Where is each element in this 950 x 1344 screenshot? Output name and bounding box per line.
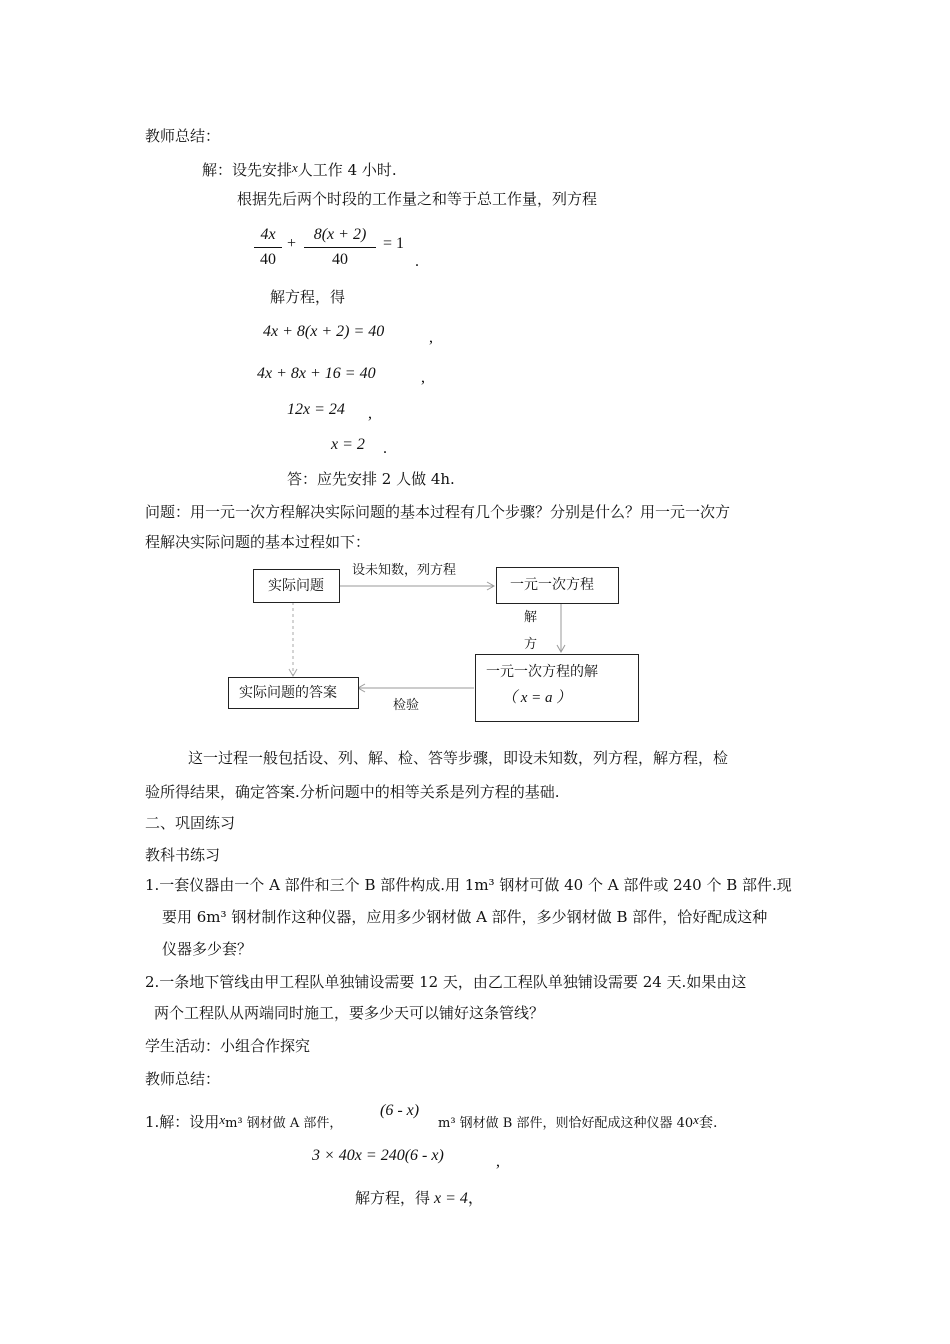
- comma: ,: [496, 1153, 500, 1170]
- solution-1-line: [145, 1113, 342, 1130]
- flow-label-check: 检验: [393, 698, 420, 713]
- flow-box-label: 实际问题: [268, 578, 324, 594]
- solution-1-e: 套.: [698, 1115, 718, 1131]
- flow-box-answer: [228, 677, 359, 709]
- question-line-2: 程解决实际问题的基本过程如下：: [145, 533, 371, 551]
- period: .: [415, 253, 419, 270]
- solution-suffix: 人工作 4 小时.: [297, 161, 397, 179]
- solution-1-a: 1.解：设用: [145, 1113, 220, 1131]
- exercise-1-line-1: 1.一套仪器由一个 A 部件和三个 B 部件构成.用 1m³ 钢材可做 40 个 A 部件或 240 个 B 部件.现: [145, 876, 792, 894]
- student-activity: 学生活动：小组合作探究: [145, 1037, 311, 1055]
- comma: ,: [368, 405, 372, 422]
- equation-step-2: 4x + 8x + 16 = 40: [257, 365, 376, 382]
- period: .: [383, 440, 387, 457]
- var-x: x: [219, 1112, 226, 1127]
- fraction-denominator: 40: [260, 251, 276, 268]
- exercise-2-line-1: 2.一条地下管线由甲工程队单独铺设需要 12 天，由乙工程队单独铺设需要 24 天.如果由这: [145, 973, 747, 991]
- solution-1-d: [438, 1113, 717, 1130]
- comma: ,: [421, 369, 425, 386]
- process-line-1: 这一过程一般包括设、列、解、检、答等步骤，即设未知数，列方程，解方程，检: [188, 749, 729, 767]
- flow-label-solve-1: 解: [524, 610, 538, 625]
- exercise-2-line-2: 两个工程队从两端同时施工，要多少天可以铺好这条管线？: [154, 1004, 545, 1022]
- answer-line: 答：应先安排 2 人做 4h.: [287, 470, 455, 488]
- exercise-1-line-2: 要用 6m³ 钢材制作这种仪器，应用多少钢材做 A 部件，多少钢材做 B 部件，恰好配成这种: [162, 908, 768, 926]
- flow-box-label: 实际问题的答案: [239, 685, 337, 701]
- equation-step-4: x = 2: [331, 436, 365, 453]
- fraction-numerator: 4x: [254, 226, 282, 248]
- comma: ，: [467, 1190, 484, 1207]
- fraction-numerator: 8(x + 2): [304, 226, 376, 248]
- equation-step-3: 12x = 24: [287, 401, 345, 418]
- flow-box-solution: [475, 654, 639, 722]
- process-line-2: 验所得结果，确定答案.分析问题中的相等关系是列方程的基础.: [145, 783, 560, 801]
- flow-label-set-unknown: 设未知数，列方程: [352, 563, 457, 578]
- flow-box-equation: [496, 567, 619, 604]
- fraction-denominator: 40: [332, 251, 348, 268]
- teacher-summary-heading-2: 教师总结：: [145, 1070, 221, 1088]
- flow-box-label: 一元一次方程的解: [486, 664, 598, 680]
- solution-prefix: 解：设先安排: [202, 161, 293, 179]
- textbook-heading: 教科书练习: [145, 846, 221, 864]
- plus-sign: +: [287, 235, 297, 252]
- var-x: x: [693, 1112, 699, 1127]
- solution-1-b: m³ 钢材做 A 部件，: [225, 1116, 343, 1131]
- solution-1-solve: 解方程，得: [355, 1189, 431, 1207]
- exercise-1-line-3: 仪器多少套？: [162, 940, 253, 958]
- flow-label-solve-2: 方: [524, 637, 538, 652]
- solve-label: 解方程，得: [270, 288, 346, 306]
- question-line-1: 问题：用一元一次方程解决实际问题的基本过程有几个步骤？分别是什么？用一元一次方: [145, 503, 731, 521]
- solution-1-d-text: m³ 钢材做 B 部件，则恰好配成这种仪器 40: [438, 1116, 694, 1131]
- equation-rhs: = 1: [383, 235, 405, 252]
- comma: ,: [429, 329, 433, 346]
- var-x: x: [292, 160, 298, 175]
- solution-1-equation: 3 × 40x = 240(6 - x): [312, 1147, 444, 1164]
- flow-box-label-sub: （ x = a ）: [502, 690, 572, 706]
- solution-1-expr: (6 - x): [380, 1102, 420, 1119]
- solution-1-solve-line: [355, 1191, 484, 1207]
- equation-basis: 根据先后两个时段的工作量之和等于总工作量，列方程: [237, 190, 598, 208]
- flow-box-real-problem: [253, 569, 340, 603]
- section-heading: 二、巩固练习: [145, 814, 236, 832]
- solution-1-result: x = 4: [434, 1190, 468, 1207]
- equation-step-1: 4x + 8(x + 2) = 40: [263, 323, 385, 340]
- teacher-summary-heading: 教师总结：: [145, 127, 221, 145]
- flow-box-label: 一元一次方程: [510, 577, 594, 593]
